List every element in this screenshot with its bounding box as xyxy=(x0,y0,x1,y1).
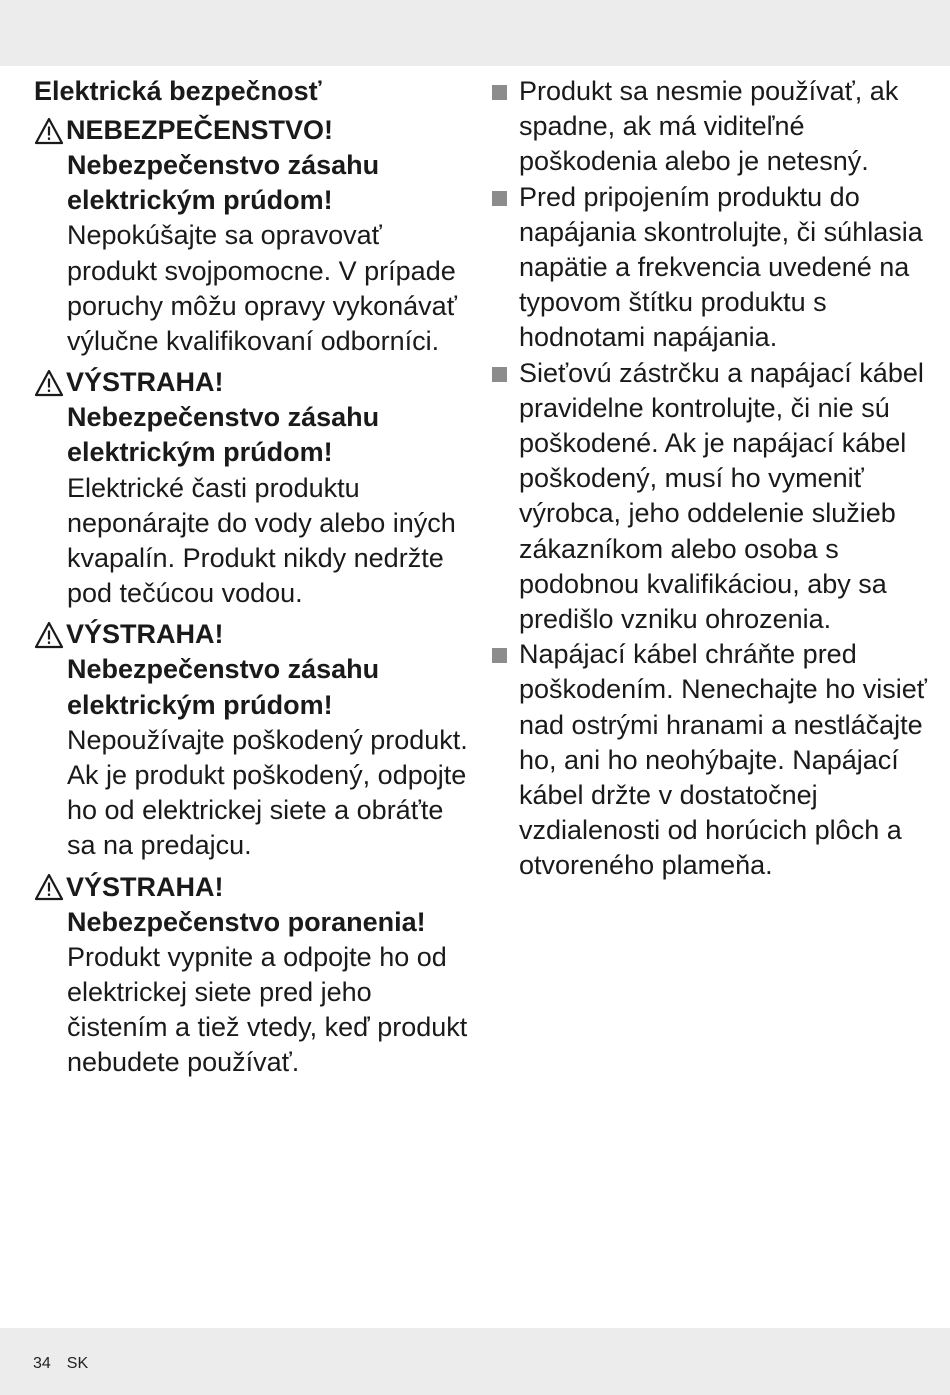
warning-heading: VÝSTRAHA! xyxy=(66,619,224,650)
bullet-square-icon xyxy=(492,85,507,100)
warning-heading: VÝSTRAHA! xyxy=(66,367,224,398)
warning-heading-row xyxy=(34,870,474,905)
bullet-text: Napájací kábel chráňte pred poškodením. Nenechajte ho visieť nad ostrými hranami a nestláčajte ho, ani ho neohýbajte. Napájací kábel držte v dostatočnej vzdialenosti od horúcich plôch a otvoreného plameňa. xyxy=(519,639,927,881)
warning-block xyxy=(34,617,474,863)
warning-heading-row xyxy=(34,113,474,148)
warning-text: Nepoužívajte poškodený produkt. Ak je produkt poškodený, odpojte ho od elektrickej siete a obráťte sa na predajcu. xyxy=(67,724,468,861)
warning-block xyxy=(34,365,474,611)
footer-band xyxy=(0,1328,950,1395)
warning-triangle-icon xyxy=(34,369,64,397)
header-band xyxy=(0,0,950,66)
warning-text: Produkt vypnite a odpojte ho od elektrickej siete pred jeho čistením a tiež vtedy, keď produkt nebudete používať. xyxy=(67,941,468,1078)
warning-subheading: Nebezpečenstvo zásahu elektrickým prúdom! xyxy=(67,150,380,216)
warning-body xyxy=(34,905,474,1081)
warning-block xyxy=(34,870,474,1081)
bullet-square-icon xyxy=(492,367,507,382)
bullet-text: Sieťovú zástrčku a napájací kábel pravidelne kontrolujte, či nie sú poškodené. Ak je napájací kábel poškodený, musí ho vymeniť výrobca, jeho oddelenie služieb zákazníkom alebo osoba s podobnou kvalifikáciou, aby sa predišlo vzniku ohrozenia. xyxy=(519,357,924,635)
warning-subheading: Nebezpečenstvo zásahu elektrickým prúdom! xyxy=(67,402,380,468)
warning-heading-row xyxy=(34,365,474,400)
bullet-item xyxy=(490,180,930,356)
warning-heading: NEBEZPEČENSTVO! xyxy=(66,115,334,145)
bullet-text: Produkt sa nesmie používať, ak spadne, ak má viditeľné poškodenia alebo je netesný. xyxy=(519,76,899,177)
warning-heading-row xyxy=(34,617,474,652)
page-number: 34 xyxy=(33,1355,51,1372)
warning-subheading: Nebezpečenstvo poranenia! xyxy=(67,906,426,937)
footer xyxy=(33,1355,88,1373)
left-column xyxy=(34,74,474,1087)
language-code: SK xyxy=(66,1355,89,1372)
warning-triangle-icon xyxy=(34,621,64,649)
bullet-item xyxy=(490,74,930,180)
warning-body xyxy=(34,652,474,863)
warning-text: Elektrické časti produktu neponárajte do vody alebo iných kvapalín. Produkt nikdy nedržte pod tečúcou vodou. xyxy=(67,472,456,609)
bullet-item xyxy=(490,356,930,638)
bullet-square-icon xyxy=(492,191,507,206)
warning-heading: VÝSTRAHA! xyxy=(66,871,224,902)
bullet-item xyxy=(490,637,930,883)
warning-text: Nepokúšajte sa opravovať produkt svojpomocne. V prípade poruchy môžu opravy vykonávať výlučne kvalifikovaní odborníci. xyxy=(67,220,457,357)
warning-subheading: Nebezpečenstvo zásahu elektrickým prúdom! xyxy=(67,654,380,720)
bullet-text: Pred pripojením produktu do napájania skontrolujte, či súhlasia napätie a frekvencia uvedené na typovom štítku produktu s hodnotami napájania. xyxy=(519,181,923,353)
section-title: Elektrická bezpečnosť xyxy=(34,76,322,106)
warning-body xyxy=(34,400,474,611)
warning-body xyxy=(34,148,474,359)
right-column xyxy=(490,74,930,884)
warning-triangle-icon xyxy=(34,117,64,145)
warning-triangle-icon xyxy=(34,873,64,901)
bullet-square-icon xyxy=(492,648,507,663)
warning-block xyxy=(34,113,474,359)
